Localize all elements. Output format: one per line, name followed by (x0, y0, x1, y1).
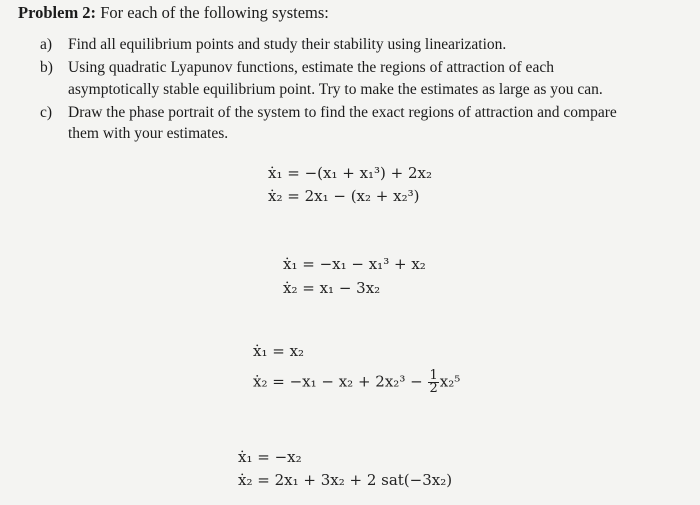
fraction-denominator: 2 (429, 381, 438, 396)
item-text: Find all equilibrium points and study their stability using linearization. (68, 36, 507, 53)
system2-eq1: ẋ₁ = −x₁ − x₁³ + x₂ (283, 255, 426, 273)
problem-label: Problem 2: (18, 3, 97, 22)
item-marker: c) (40, 104, 53, 121)
item-marker: a) (40, 36, 53, 53)
item-c-continuation: them with your estimates. (68, 125, 229, 142)
system4-eq2: ẋ₂ = 2x₁ + 3x₂ + 2 sat(−3x₂) (238, 471, 453, 489)
item-c (40, 104, 617, 122)
system4-eq1: ẋ₁ = −x₂ (238, 448, 302, 466)
system1-eq1: ẋ₁ = −(x₁ + x₁³) + 2x₂ (268, 164, 433, 182)
system3-eq1: ẋ₁ = x₂ (253, 342, 305, 360)
item-text: Using quadratic Lyapunov functions, estimate the regions of attraction of each (68, 59, 554, 76)
fraction-numerator: 1 (429, 368, 438, 383)
item-b-continuation: asymptotically stable equilibrium point. Try to make the estimates as large as you can. (68, 81, 603, 98)
system1-eq2: ẋ₂ = 2x₁ − (x₂ + x₂³) (268, 187, 420, 205)
system3-eq2-main: ẋ₂ = −x₁ − x₂ + 2x₂³ − (253, 372, 423, 391)
system3-eq2-tail: x₂⁵ (439, 372, 461, 391)
item-b (40, 59, 554, 77)
item-marker: b) (40, 59, 53, 76)
system2-eq2: ẋ₂ = x₁ − 3x₂ (283, 279, 381, 297)
system3-eq2 (253, 370, 460, 395)
fraction (428, 370, 438, 395)
item-text: Draw the phase portrait of the system to find the exact regions of attraction and compare (68, 104, 617, 121)
problem-heading (18, 3, 329, 23)
item-a (40, 36, 506, 54)
problem-intro: For each of the following systems: (100, 3, 329, 22)
